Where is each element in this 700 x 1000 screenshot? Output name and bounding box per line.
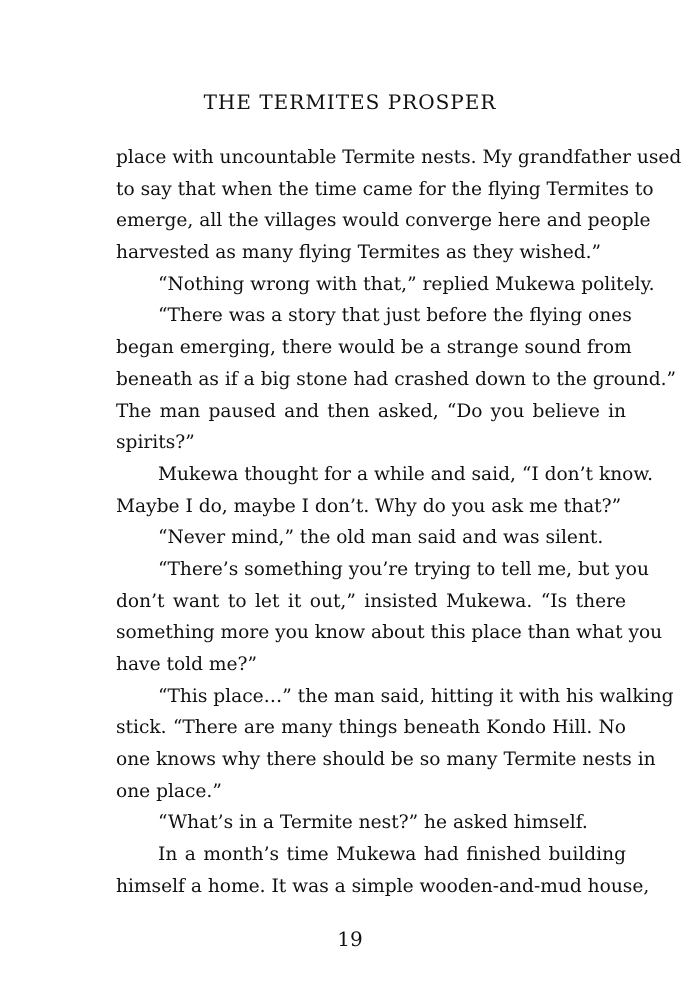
text-line: harvested as many flying Termites as they wished.” <box>116 242 602 264</box>
text-line: “This place…” the man said, hitting it with his walking <box>158 685 674 707</box>
text-line: spirits?” <box>116 432 195 454</box>
text-line: beneath as if a big stone had crashed down to the ground.” <box>116 368 677 390</box>
text-line: to say that when the time came for the flying Termites to <box>116 178 654 200</box>
text-line: “What’s in a Termite nest?” he asked himself. <box>158 812 588 834</box>
text-line: Mukewa thought for a while and said, “I don’t know. <box>158 463 653 485</box>
text-line: emerge, all the villages would converge here and people <box>116 210 651 232</box>
text-line: don’t want to let it out,” insisted Mukewa. “Is there <box>116 590 626 612</box>
text-line: place with uncountable Termite nests. My grandfather used <box>116 147 682 168</box>
text-line: The man paused and then asked, “Do you believe in <box>116 400 626 422</box>
text-line: have told me?” <box>116 654 258 675</box>
text-line: “Never mind,” the old man said and was silent. <box>158 527 604 549</box>
text-line: “There’s something you’re trying to tell me, but you <box>158 558 649 580</box>
text-line: Maybe I do, maybe I don’t. Why do you ask me that?” <box>116 495 622 517</box>
text-line: stick. “There are many things beneath Kondo Hill. No <box>116 717 626 739</box>
text-line: something more you know about this place than what you <box>116 622 663 644</box>
text-line: “Nothing wrong with that,” replied Mukewa politely. <box>158 273 655 295</box>
text-line: himself a home. It was a simple wooden-and-mud house, <box>116 875 650 897</box>
text-line: one place.” <box>116 780 222 802</box>
text-line: “There was a story that just before the flying ones <box>158 305 632 327</box>
running-head: THE TERMITES PROSPER <box>203 90 497 114</box>
text-line: one knows why there should be so many Termite nests in <box>116 749 656 771</box>
page-number: 19 <box>337 927 363 951</box>
text-line: In a month’s time Mukewa had finished building <box>158 844 626 866</box>
body-text <box>116 142 682 903</box>
text-line: began emerging, there would be a strange sound from <box>116 337 632 359</box>
